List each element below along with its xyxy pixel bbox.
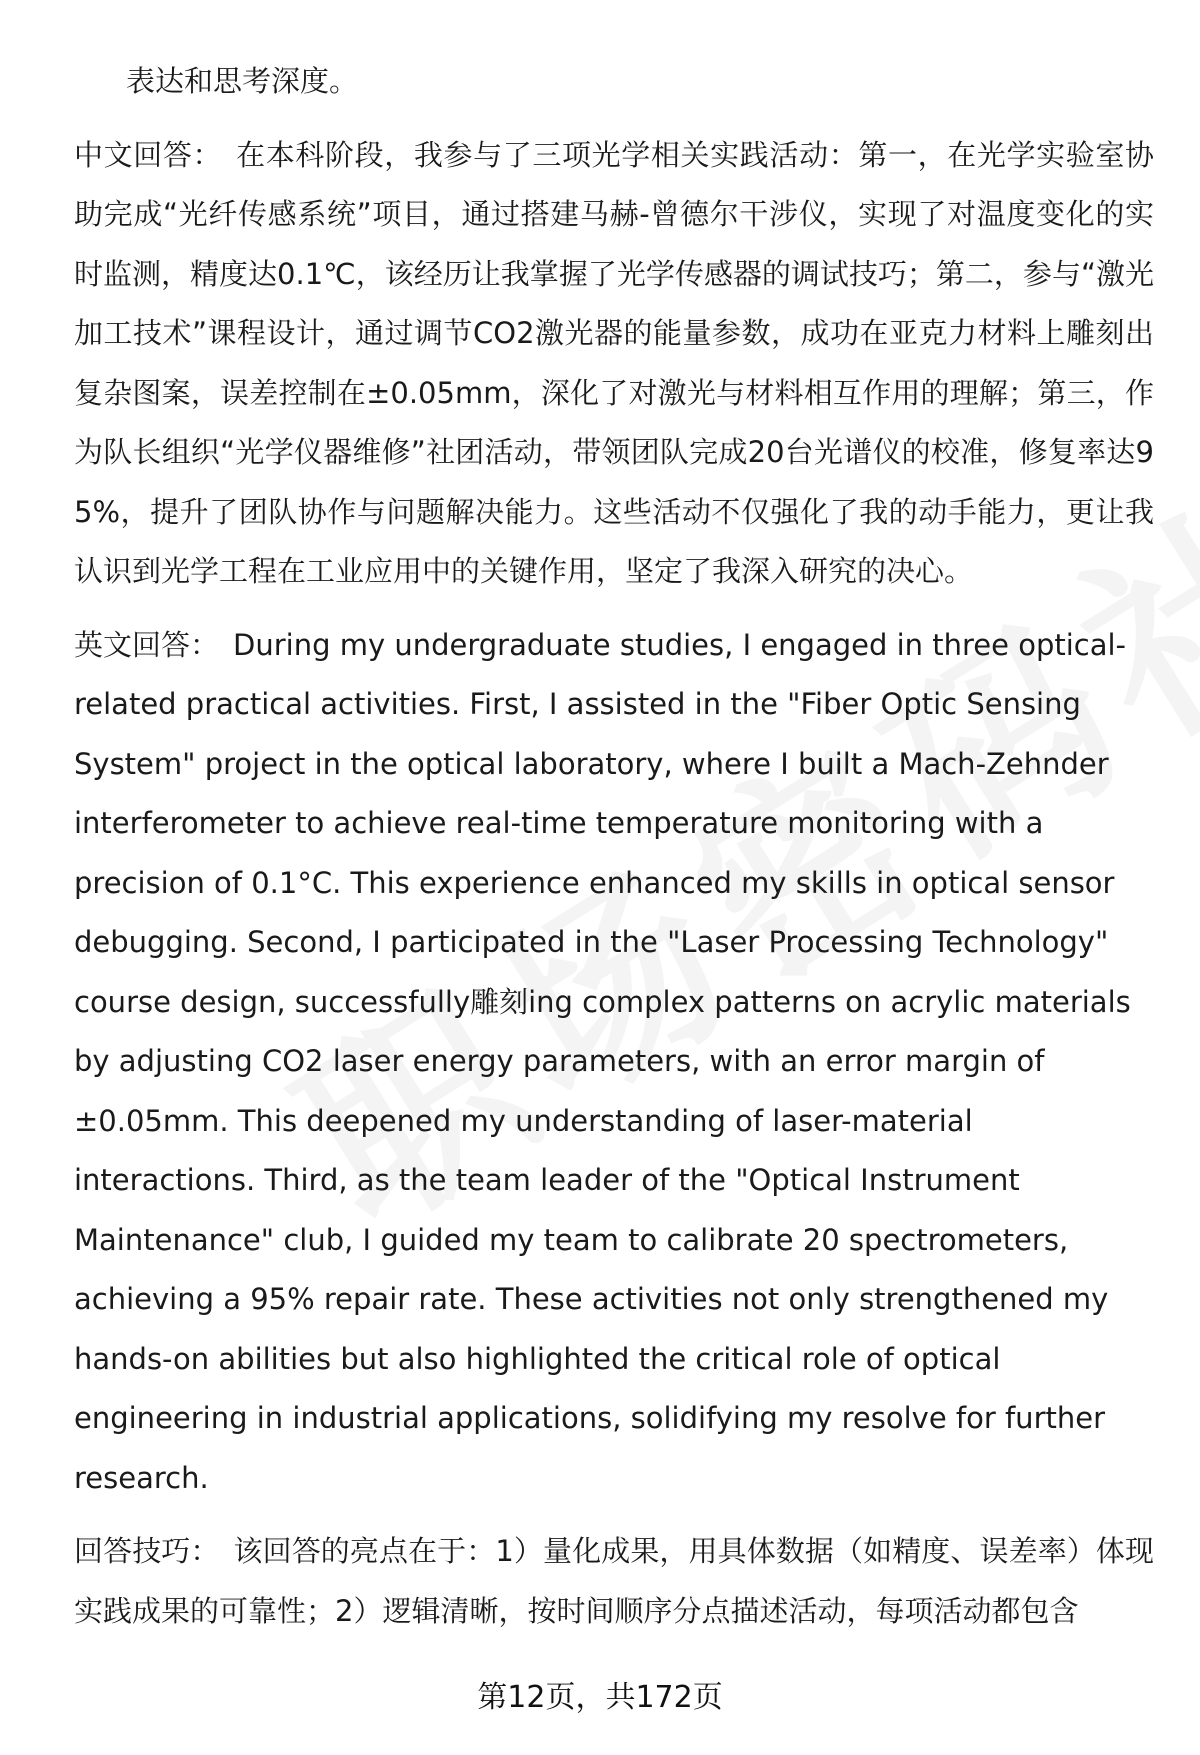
paragraph-chinese-answer xyxy=(74,126,1154,602)
page-number-footer: 第12页，共172页 xyxy=(477,1680,723,1715)
answer-tips-text: 该回答的亮点在于：1）量化成果，用具体数据（如精度、误差率）体现实践成果的可靠性；2）逻辑清晰，按时间顺序分点描述活动，每项活动都包含 xyxy=(74,1534,1154,1628)
english-answer-text: During my undergraduate studies, I engaged in three optical-related practical activities. First, I assisted in the "Fiber Optic Sensing System" project in the optical laboratory, where I built a Mach-Zehnder interferometer to achieve real-time temperature monitoring with a precision of 0.1°C. This experience enhanced my skills in optical sensor debugging. Second, I participated in the "Laser Processing Technology" course design, successfully雕刻ing complex patterns on acrylic materials by adjusting CO2 laser energy parameters, with an error margin of ±0.05mm. This deepened my understanding of laser-material interactions. Third, as the team leader of the "Optical Instrument Maintenance" club, I guided my team to calibrate 20 spectrometers, achieving a 95% repair rate. These activities not only strengthened my hands-on abilities but also highlighted the critical role of optical engineering in industrial applications, solidifying my resolve for further research. xyxy=(74,627,1131,1495)
chinese-answer-text: 在本科阶段，我参与了三项光学相关实践活动：第一，在光学实验室协助完成“光纤传感系统”项目，通过搭建马赫-曾德尔干涉仪，实现了对温度变化的实时监测，精度达0.1℃，该经历让我掌握了光学传感器的调试技巧；第二，参与“激光加工技术”课程设计，通过调节CO2激光器的能量参数，成功在亚克力材料上雕刻出复杂图案，误差控制在±0.05mm，深化了对激光与材料相互作用的理解；第三，作为队长组织“光学仪器维修”社团活动，带领团队完成20台光谱仪的校准，修复率达95%，提升了团队协作与问题解决能力。这些活动不仅强化了我的动手能力，更让我认识到光学工程在工业应用中的关键作用，坚定了我深入研究的决心。 xyxy=(74,137,1154,588)
document-page xyxy=(74,52,1154,1641)
english-answer-label: 英文回答： xyxy=(74,627,220,662)
paragraph-continuation: 表达和思考深度。 xyxy=(126,64,359,98)
chinese-answer-label: 中文回答： xyxy=(74,137,223,172)
answer-tips-label: 回答技巧： xyxy=(74,1534,220,1568)
paragraph-english-answer xyxy=(74,616,1154,1509)
paragraph-answer-tips xyxy=(74,1522,1154,1641)
